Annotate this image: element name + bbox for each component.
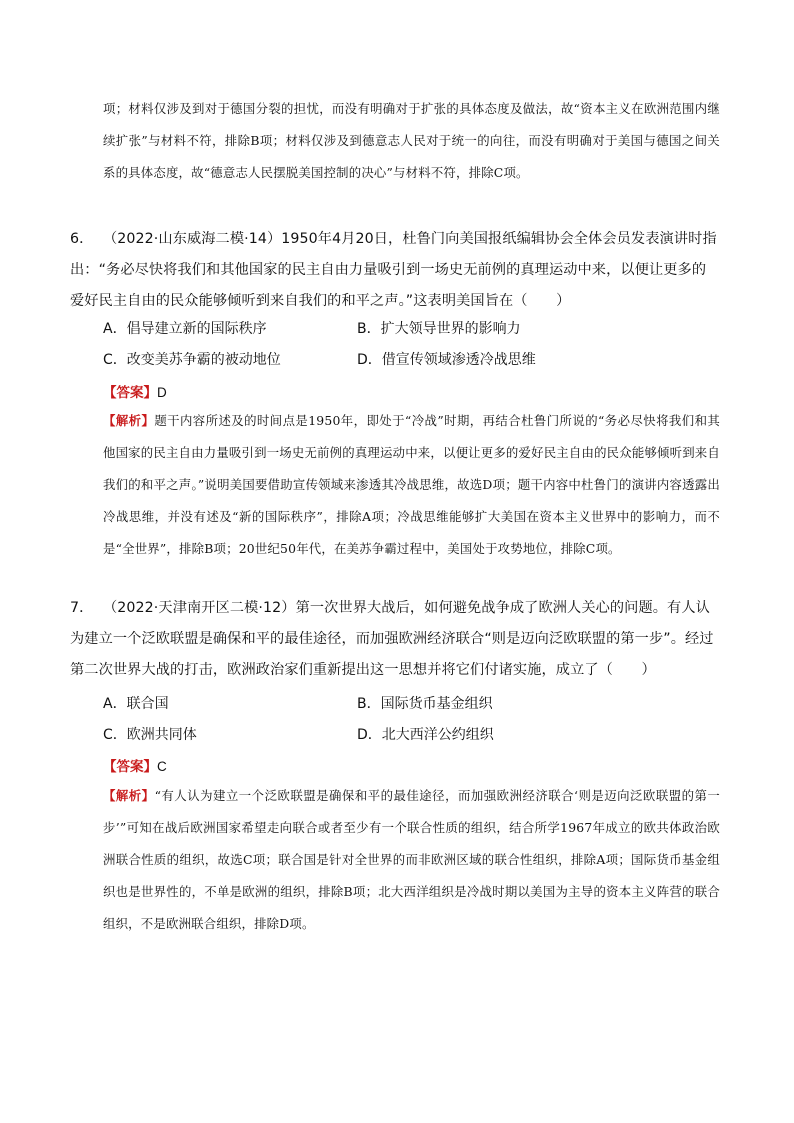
question-7-option-d: D．北大西洋公约组织 — [357, 727, 494, 743]
question-6-option-b: B．扩大领导世界的影响力 — [357, 321, 521, 337]
question-6-number: 6． — [70, 231, 94, 247]
question-6-text: （2022·山东威海二模·14）1950年4月20日，杜鲁门向美国报纸编辑协会全体会员发表演讲时指出：“务必尽快将我们和其他国家的民主自由力量吸引到一场史无前例的真理运动中来，以便让更多的爱好民主自由的民众能够倾听到来自我们的和平之声。”这表明美国旨在（ ） — [70, 231, 717, 309]
question-7-text: （2022·天津南开区二模·12）第一次世界大战后，如何避免战争成了欧洲人关心的问题。有人认为建立一个泛欧联盟是确保和平的最佳途径，而加强欧洲经济联合“则是迈向泛欧联盟的第一步”。经过第二次世界大战的打击，欧洲政治家们重新提出这一思想并将它们付诸实施，成立了（ ） — [70, 600, 714, 678]
answer-value: D — [157, 385, 167, 400]
question-6-answer — [103, 383, 167, 403]
analysis-label: 【解析】 — [103, 413, 155, 428]
analysis-text: 题干内容所述及的时间点是1950年，即处于“冷战”时期，再结合杜鲁门所说的“务必尽快将我们和其他国家的民主自由力量吸引到一场史无前例的真理运动中来，以便让更多的爱好民主自由的民众能够倾听到来自我们的和平之声。”说明美国要借助宣传领域来渗透其冷战思维，故选D项；题干内容中杜鲁门的演讲内容透露出冷战思维，并没有述及“新的国际秩序”，排除A项；冷战思维能够扩大美国在资本主义世界中的影响力，而不是“全世界”，排除B项；20世纪50年代，在美苏争霸过程中，美国处于攻势地位，排除C项。 — [103, 413, 720, 556]
continued-explanation: 项；材料仅涉及到对于德国分裂的担忧，而没有明确对于扩张的具体态度及做法，故“资本主义在欧洲范围内继续扩张”与材料不符，排除B项；材料仅涉及到德意志人民对于统一的向往，而没有明确对于美国与德国之间关系的具体态度，故“德意志人民摆脱美国控制的决心”与材料不符，排除C项。 — [103, 101, 720, 180]
question-7-option-a: A．联合国 — [103, 696, 169, 712]
answer-label: 【答案】 — [103, 385, 157, 401]
question-6-option-d: D．借宣传领域渗透冷战思维 — [357, 352, 536, 368]
question-7-number: 7． — [70, 600, 94, 616]
question-7-stem — [70, 593, 720, 686]
question-7-option-b: B．国际货币基金组织 — [357, 696, 493, 712]
answer-label: 【答案】 — [103, 759, 157, 775]
question-6-stem — [70, 224, 720, 317]
question-7-answer — [103, 757, 167, 777]
question-6-option-c: C．改变美苏争霸的被动地位 — [103, 352, 281, 368]
question-7-analysis — [103, 780, 720, 940]
question-7-option-c: C．欧洲共同体 — [103, 727, 197, 743]
question-6-analysis — [103, 405, 720, 565]
analysis-label: 【解析】 — [103, 788, 155, 803]
question-6-option-a: A．倡导建立新的国际秩序 — [103, 321, 267, 337]
answer-value: C — [157, 759, 167, 774]
analysis-text: “有人认为建立一个泛欧联盟是确保和平的最佳途径，而加强欧洲经济联合‘则是迈向泛欧联盟的第一步’”可知在战后欧洲国家希望走向联合或者至少有一个联合性质的组织，结合所学1967年成立的欧共体政治欧洲联合性质的组织，故选C项；联合国是针对全世界的而非欧洲区域的联合性组织，排除A项；国际货币基金组织也是世界性的，不单是欧洲的组织，排除B项；北大西洋组织是冷战时期以美国为主导的资本主义阵营的联合组织，不是欧洲联合组织，排除D项。 — [103, 788, 720, 931]
